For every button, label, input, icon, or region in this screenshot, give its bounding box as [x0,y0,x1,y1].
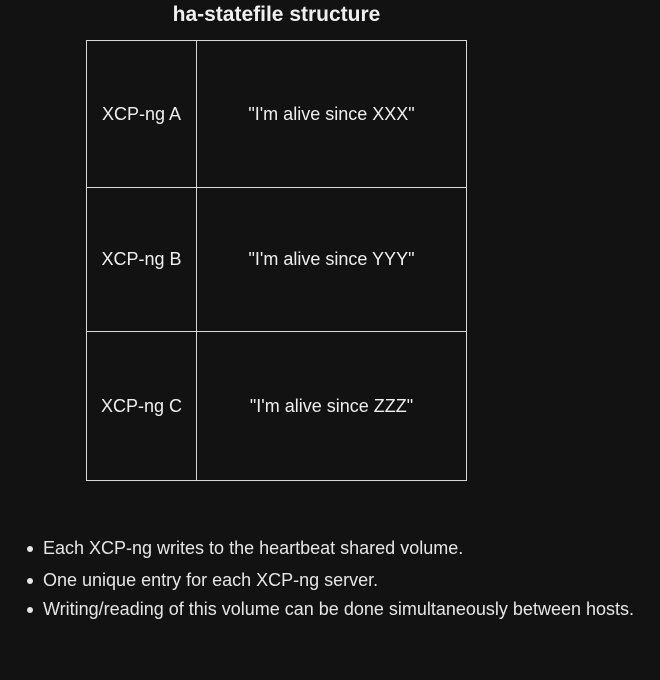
statefile-row-b [87,188,466,332]
bullet-list [24,536,634,621]
bullet-text: One unique entry for each XCP-ng server. [43,570,379,590]
host-cell: XCP-ng C [87,332,197,480]
bullet-dot-icon [27,546,33,552]
bullet-dot-icon [27,607,33,613]
page-title: ha-statefile structure [172,3,381,26]
bullet-dot-icon [27,578,33,584]
bullet-text: Writing/reading of this volume can be done simultaneously between hosts. [43,599,635,619]
heartbeat-message-cell: "I'm alive since ZZZ" [249,395,414,416]
heartbeat-message-cell: "I'm alive since YYY" [248,249,415,269]
statefile-row-c [87,332,466,480]
bullet-item [24,536,634,560]
bullet-item [24,597,634,621]
heartbeat-message-cell: "I'm alive since XXX" [248,103,415,124]
statefile-row-a [87,41,466,188]
statefile-table [86,40,467,481]
bullet-text: Each XCP-ng writes to the heartbeat shared volume. [43,538,464,558]
host-cell: XCP-ng A [87,41,197,187]
host-cell: XCP-ng B [87,188,197,331]
bullet-item [24,568,634,592]
